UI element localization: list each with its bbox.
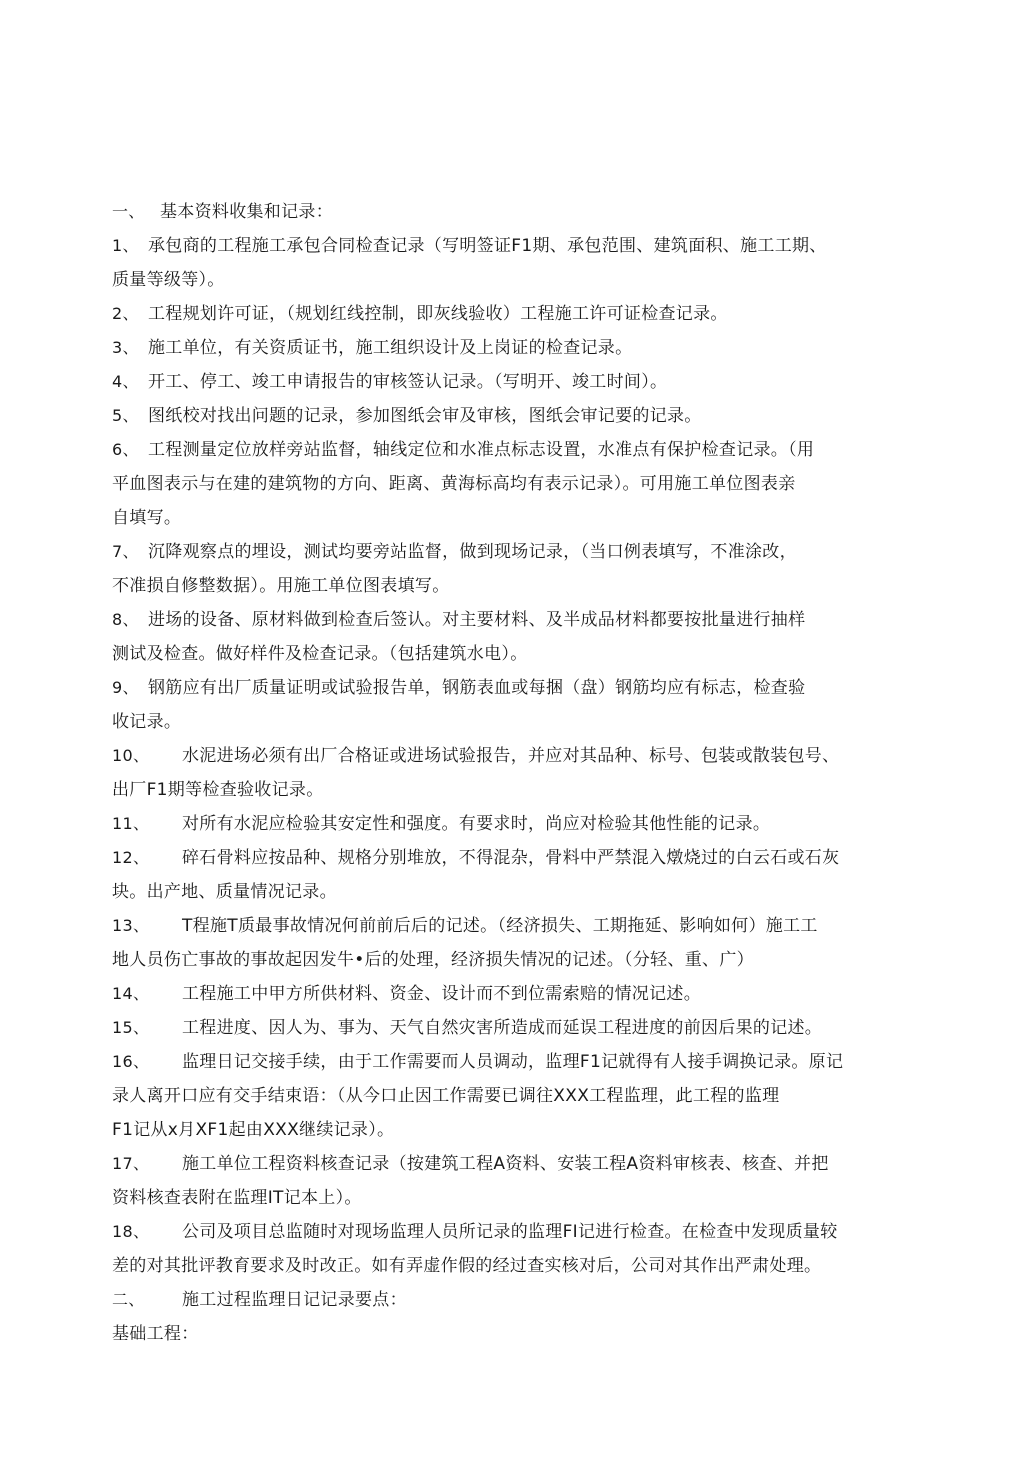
item-number: 14、 (112, 984, 150, 1003)
item-text: 施工单位，有关资质证书，施工组织设计及上岗证的检查记录。 (148, 338, 633, 358)
item-text: 平血图表示与在建的建筑物的方向、距离、黄海标高均有表示记录）。可用施工单位图表亲 (112, 474, 796, 494)
list-item-continuation (112, 1113, 912, 1147)
list-item (112, 535, 912, 569)
item-number: 4、 (112, 372, 139, 391)
list-item (112, 1011, 912, 1045)
list-item-continuation (112, 1249, 912, 1283)
item-number: 16、 (112, 1052, 150, 1071)
item-text: 图纸校对找出问题的记录，参加图纸会审及审核，图纸会审记要的记录。 (148, 406, 702, 426)
item-text: 工程施工中甲方所供材料、资金、设计而不到位需索赔的情况记述。 (182, 984, 701, 1004)
list-item (112, 1045, 912, 1079)
item-text: 水泥进场必须有出厂合格证或进场试验报告，并应对其品种、标号、包装或散装包号、 (182, 746, 840, 766)
item-text: 不准损自修整数据）。用施工单位图表填写。 (112, 576, 450, 596)
item-text: T程施T质最事故情况何前前后后的记述。（经济损失、工期拖延、影响如何）施工工 (182, 916, 818, 936)
section-title: 基本资料收集和记录： (160, 202, 333, 222)
item-number: 15、 (112, 1018, 150, 1037)
list-item (112, 671, 912, 705)
item-number: 3、 (112, 338, 139, 357)
item-text: 公司及项目总监随时对现场监理人员所记录的监理FI记进行检查。在检查中发现质量较 (182, 1222, 838, 1242)
item-text: 工程规划许可证，（规划红线控制，即灰线验收）工程施工许可证检查记录。 (148, 304, 728, 324)
item-text: 施工单位工程资料核查记录（按建筑工程A资料、安装工程A资料审核表、核查、并把 (182, 1154, 829, 1174)
item-text: 钢筋应有出厂质量证明或试验报告单，钢筋表血或每捆（盘）钢筋均应有标志，检查验 (148, 678, 806, 698)
item-text: 自填写。 (112, 508, 182, 528)
item-text: 资料核查表附在监理IT记本上）。 (112, 1188, 362, 1208)
item-number: 18、 (112, 1222, 150, 1241)
list-item-continuation (112, 1079, 912, 1113)
section-title: 施工过程监理日记记录要点： (182, 1290, 407, 1310)
item-number: 5、 (112, 406, 139, 425)
list-item-continuation (112, 569, 912, 603)
section-heading-one (112, 195, 912, 229)
item-number: 13、 (112, 916, 150, 935)
list-item (112, 807, 912, 841)
item-number: 10、 (112, 746, 150, 765)
item-number: 7、 (112, 542, 139, 561)
item-number: 11、 (112, 814, 150, 833)
list-item (112, 909, 912, 943)
list-item-continuation (112, 943, 912, 977)
item-text: 监理日记交接手续，由于工作需要而人员调动，监理F1记就得有人接手调换记录。原记 (182, 1052, 844, 1072)
item-text: 录人离开口应有交手结束语：（从今口止因工作需要已调往XXX工程监理，此工程的监理 (112, 1086, 780, 1106)
document-body (112, 195, 912, 1351)
item-text: 碎石骨料应按品种、规格分别堆放，不得混杂，骨料中严禁混入燉烧过的白云石或石灰 (182, 848, 840, 868)
section-heading-two (112, 1283, 912, 1317)
item-number: 1、 (112, 236, 139, 255)
list-item-continuation (112, 467, 912, 501)
list-item (112, 297, 912, 331)
list-item-continuation (112, 875, 912, 909)
list-item (112, 1215, 912, 1249)
list-item (112, 841, 912, 875)
subheading (112, 1317, 912, 1351)
list-item-continuation (112, 501, 912, 535)
list-item (112, 1147, 912, 1181)
item-number: 8、 (112, 610, 139, 629)
item-text: 进场的设备、原材料做到检查后签认。对主要材料、及半成品材料都要按批量进行抽样 (148, 610, 806, 630)
subheading-text: 基础工程： (112, 1324, 199, 1344)
section-number: 二、 (112, 1290, 145, 1309)
list-item (112, 229, 912, 263)
item-text: 工程进度、因人为、事为、天气自然灾害所造成而延误工程进度的前因后果的记述。 (182, 1018, 823, 1038)
item-text: F1记从x月XF1起由XXX继续记录）。 (112, 1120, 395, 1140)
list-item (112, 433, 912, 467)
item-text: 收记录。 (112, 712, 182, 732)
item-number: 17、 (112, 1154, 150, 1173)
item-text: 块。出产地、质量情况记录。 (112, 882, 337, 902)
item-text: 开工、停工、竣工申请报告的审核签认记录。（写明开、竣工时间）。 (148, 372, 668, 392)
item-text: 测试及检查。做好样件及检查记录。（包括建筑水电）。 (112, 644, 528, 664)
item-text: 工程测量定位放样旁站监督，轴线定位和水准点标志设置，水准点有保护检查记录。（用 (148, 440, 815, 460)
item-text: 沉降观察点的埋设，测试均要旁站监督，做到现场记录，（当口例表填写，不准涂改， (148, 542, 797, 562)
list-item-continuation (112, 1181, 912, 1215)
list-item (112, 365, 912, 399)
list-item (112, 977, 912, 1011)
item-text: 出厂F1期等检查验收记录。 (112, 780, 324, 800)
item-text: 质量等级等）。 (112, 270, 225, 290)
item-text: 承包商的工程施工承包合同检查记录（写明签证F1期、承包范围、建筑面积、施工工期、 (148, 236, 827, 256)
item-number: 6、 (112, 440, 139, 459)
item-number: 12、 (112, 848, 150, 867)
list-item (112, 603, 912, 637)
list-item (112, 739, 912, 773)
section-number: 一、 (112, 202, 145, 221)
list-item-continuation (112, 705, 912, 739)
item-text: 对所有水泥应检验其安定性和强度。有要求时，尚应对检验其他性能的记录。 (182, 814, 771, 834)
list-item (112, 331, 912, 365)
list-item-continuation (112, 637, 912, 671)
item-text: 地人员伤亡事故的事故起因发牛•后的处理，经济损失情况的记述。（分轻、重、广） (112, 950, 754, 970)
item-number: 2、 (112, 304, 139, 323)
item-text: 差的对其批评教育要求及时改正。如有弄虚作假的经过查实核对后，公司对其作出严肃处理。 (112, 1256, 822, 1276)
item-number: 9、 (112, 678, 139, 697)
list-item-continuation (112, 263, 912, 297)
list-item (112, 399, 912, 433)
list-item-continuation (112, 773, 912, 807)
